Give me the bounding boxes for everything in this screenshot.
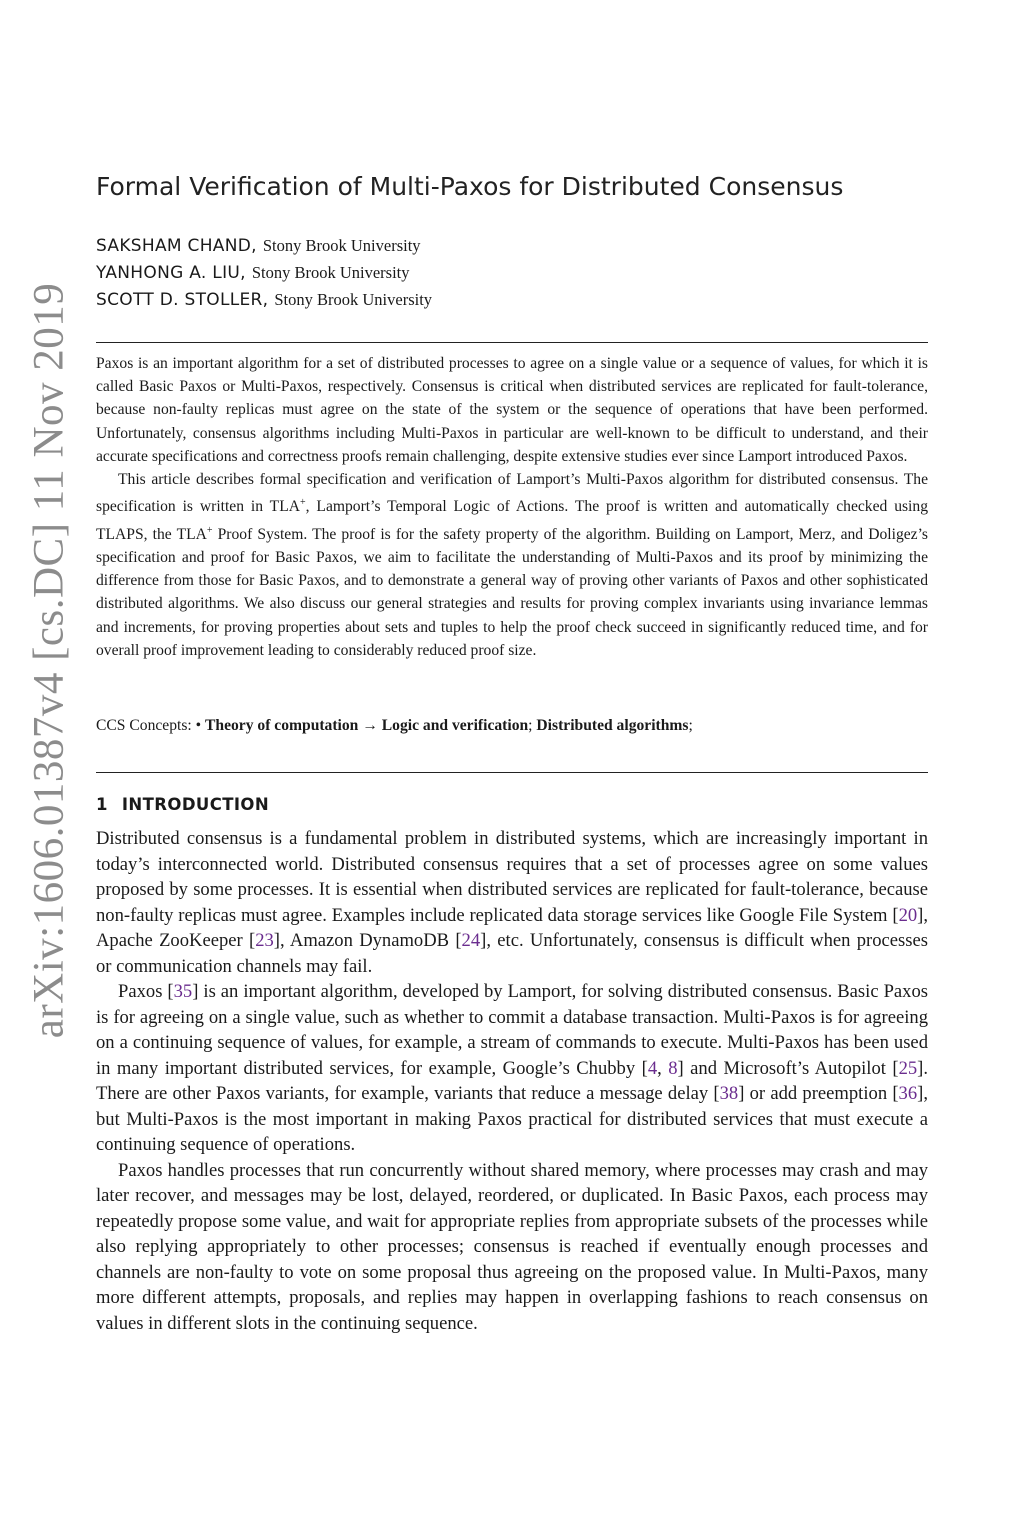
section-title: INTRODUCTION bbox=[121, 795, 270, 814]
citation-link[interactable]: 23 bbox=[255, 930, 274, 951]
author-affiliation: Stony Brook University bbox=[251, 263, 410, 282]
citation-link[interactable]: 25 bbox=[898, 1057, 918, 1079]
ccs-concept: Logic and verification bbox=[381, 717, 529, 734]
author-affiliation: Stony Brook University bbox=[274, 290, 433, 309]
section-heading bbox=[96, 795, 269, 814]
ccs-concept: Theory of computation bbox=[205, 717, 359, 734]
paper-title: Formal Verification of Multi-Paxos for Distributed Consensus bbox=[96, 172, 844, 201]
citation-link[interactable]: 35 bbox=[173, 981, 193, 1002]
citation-link[interactable]: 20 bbox=[898, 904, 918, 926]
body-paragraph: Distributed consensus is a fundamental problem in distributed systems, which are increasingly important in today’s interconnected world. Distributed consensus requires that a set of processes agree on some values proposed by some processes. It is essential when distributed services are replicated for fault-tolerance, because non-faulty replicas must agree. Examples include replicated data storage services like Google File System [20], Apache ZooKeeper [23], Amazon DynamoDB [24], etc. Unfortunately, consensus is difficult when processes or communication channels may fail. bbox=[96, 828, 928, 977]
citation-link[interactable]: 38 bbox=[719, 1083, 739, 1104]
citation-link[interactable]: 36 bbox=[898, 1083, 918, 1104]
author-name: SCOTT D. STOLLER, bbox=[96, 290, 269, 310]
tla-plus-superscript: + bbox=[206, 524, 213, 536]
author-name: YANHONG A. LIU, bbox=[96, 263, 246, 283]
introduction-body bbox=[96, 826, 928, 1336]
author-entry bbox=[96, 232, 432, 259]
body-paragraph: Paxos handles processes that run concurrently without shared memory, where processes may crash and may later recover, and messages may be lost, delayed, reordered, or duplicated. In Basic Paxos, each process may repeatedly propose some value, and wait for appropriate replies from appropriate subsets of the processes while also replying appropriately to other processes; consensus is reached if eventually enough processes and channels are non-faulty to vote on some proposal thus agreeing on the proposed value. In Multi-Paxos, many more different attempts, proposals, and replies may happen in overlapping fashions to reach consensus on values in different slots in the continuing sequence. bbox=[96, 1159, 928, 1334]
tla-plus-superscript: + bbox=[299, 497, 306, 509]
abstract-bottom-rule bbox=[96, 772, 928, 773]
citation-link[interactable]: 8 bbox=[668, 1057, 678, 1079]
author-list bbox=[96, 232, 432, 313]
author-name: SAKSHAM CHAND, bbox=[96, 236, 257, 256]
author-entry bbox=[96, 286, 432, 313]
ccs-concept: Distributed algorithms bbox=[536, 717, 689, 734]
section-number: 1 bbox=[96, 795, 108, 814]
abstract bbox=[96, 352, 928, 662]
author-entry bbox=[96, 259, 432, 286]
abstract-top-rule bbox=[96, 342, 928, 343]
body-paragraph: Paxos [35] is an important algorithm, developed by Lamport, for solving distributed consensus. Basic Paxos is for agreeing on a single value, such as whether to commit a database transaction. Multi-Paxos is for agreeing on a continuing sequence of values, for example, a stream of commands to execute. Multi-Paxos has been used in many important distributed services, for example, Google’s Chubby [4, 8] and Microsoft’s Autopilot [25]. There are other Paxos variants, for example, variants that reduce a message delay [38] or add preemption [36], but Multi-Paxos is the most important in making Paxos practical for distributed services that must execute a continuing sequence of operations. bbox=[96, 981, 929, 1155]
arrow-icon: → bbox=[362, 717, 378, 734]
abstract-paragraph: This article describes formal specification and verification of Lamport’s Multi-Paxos algorithm for distributed consensus. The specification is written in TLA+, Lamport’s Temporal Logic of Actions. The proof is written and automatically checked using TLAPS, the TLA+ Proof System. The proof is for the safety property of the algorithm. Building on Lamport, Merz, and Doligez’s specification and proof for Basic Paxos, we aim to facilitate the understanding of Multi-Paxos and its proof by minimizing the difference from those for Basic Paxos, and to demonstrate a general way of proving other variants of Paxos and other sophisticated distributed algorithms. We also discuss our general strategies and results for proving complex invariants using invariance lemmas and increments, for proving properties about sets and tuples to help the proof check succeed in significantly reduced time, and for overall proof improvement leading to considerably reduced proof size. bbox=[96, 471, 928, 659]
citation-link[interactable]: 24 bbox=[461, 930, 481, 951]
citation-link[interactable]: 4 bbox=[647, 1057, 658, 1079]
arxiv-identifier-stamp bbox=[6, 280, 92, 1040]
author-affiliation: Stony Brook University bbox=[262, 236, 421, 255]
ccs-concepts: CCS Concepts: • Theory of computation → Logic and verification; Distributed algorithms; bbox=[96, 717, 693, 734]
abstract-paragraph: Paxos is an important algorithm for a set of distributed processes to agree on a single value or a sequence of values, for which it is called Basic Paxos or Multi-Paxos, respectively. Consensus is critical when distributed services are replicated for fault-tolerance, because non-faulty replicas must agree on the state of the system or the sequence of operations that have been performed. Unfortunately, consensus algorithms including Multi-Paxos in particular are well-known to be difficult to understand, and their accurate specifications and correctness proofs remain challenging, despite extensive studies ever since Lamport introduced Paxos. bbox=[96, 355, 928, 465]
arxiv-identifier-text: arXiv:1606.01387v4 [cs.DC] 11 Nov 2019 bbox=[25, 282, 73, 1038]
